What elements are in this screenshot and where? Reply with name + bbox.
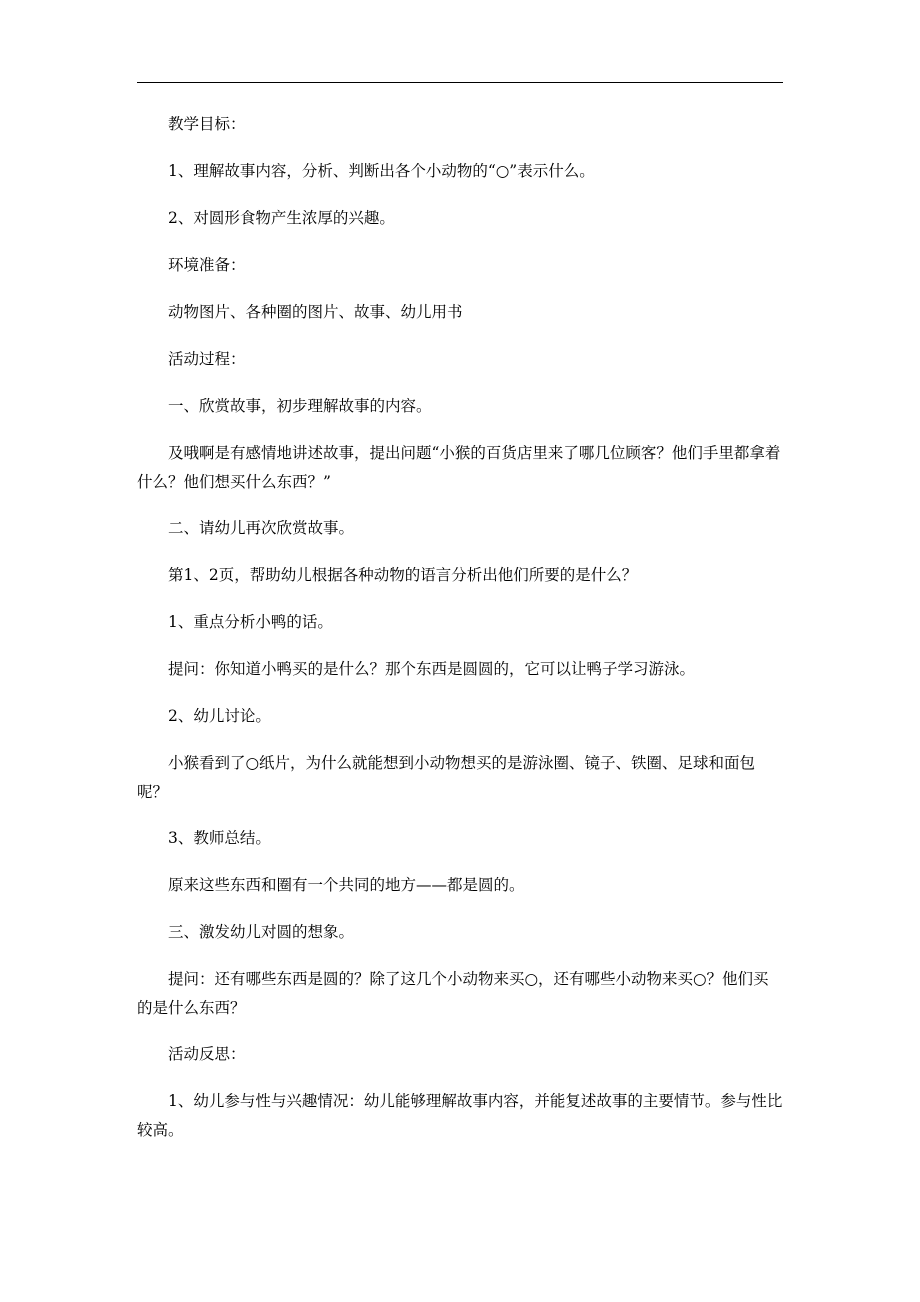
step-2-item-2: 2、幼儿讨论。 <box>168 707 271 725</box>
heading-teaching-goals: 教学目标： <box>168 115 246 133</box>
header-rule <box>137 82 783 83</box>
environment-materials: 动物图片、各种圈的图片、故事、幼儿用书 <box>168 303 463 321</box>
step-2-heading: 二、请幼儿再次欣赏故事。 <box>168 519 355 537</box>
step-2-item-3: 3、教师总结。 <box>168 829 271 847</box>
step-2-discussion: 小猴看到了○纸片，为什么就能想到小动物想买的是游泳圈、镜子、铁圈、足球和面包呢？ <box>137 754 756 801</box>
step-2-question: 提问：你知道小鸭买的是什么？那个东西是圆圆的，它可以让鸭子学习游泳。 <box>168 660 696 678</box>
step-3-question: 提问：还有哪些东西是圆的？除了这几个小动物来买○，还有哪些小动物来买○？他们买的是什么东西？ <box>137 970 769 1017</box>
step-2-item-1: 1、重点分析小鸭的话。 <box>168 613 333 631</box>
heading-activity-reflection: 活动反思： <box>168 1045 246 1063</box>
goal-item-1: 1、理解故事内容，分析、判断出各个小动物的“○”表示什么。 <box>168 162 595 180</box>
step-1-body: 及哦啊是有感情地讲述故事，提出问题“小猴的百货店里来了哪几位顾客？他们手里都拿着什么？他们想买什么东西？” <box>137 444 781 491</box>
heading-environment-prep: 环境准备： <box>168 256 246 274</box>
heading-activity-process: 活动过程： <box>168 350 246 368</box>
goal-item-2: 2、对圆形食物产生浓厚的兴趣。 <box>168 209 395 227</box>
step-2-summary: 原来这些东西和圈有一个共同的地方——都是圆的。 <box>168 876 525 894</box>
step-1-heading: 一、欣赏故事，初步理解故事的内容。 <box>168 397 432 415</box>
step-2-body: 第1、2页，帮助幼儿根据各种动物的语言分析出他们所要的是什么？ <box>168 566 638 584</box>
reflection-item-1: 1、幼儿参与性与兴趣情况：幼儿能够理解故事内容，并能复述故事的主要情节。参与性比较高。 <box>137 1092 783 1139</box>
step-3-heading: 三、激发幼儿对圆的想象。 <box>168 923 355 941</box>
